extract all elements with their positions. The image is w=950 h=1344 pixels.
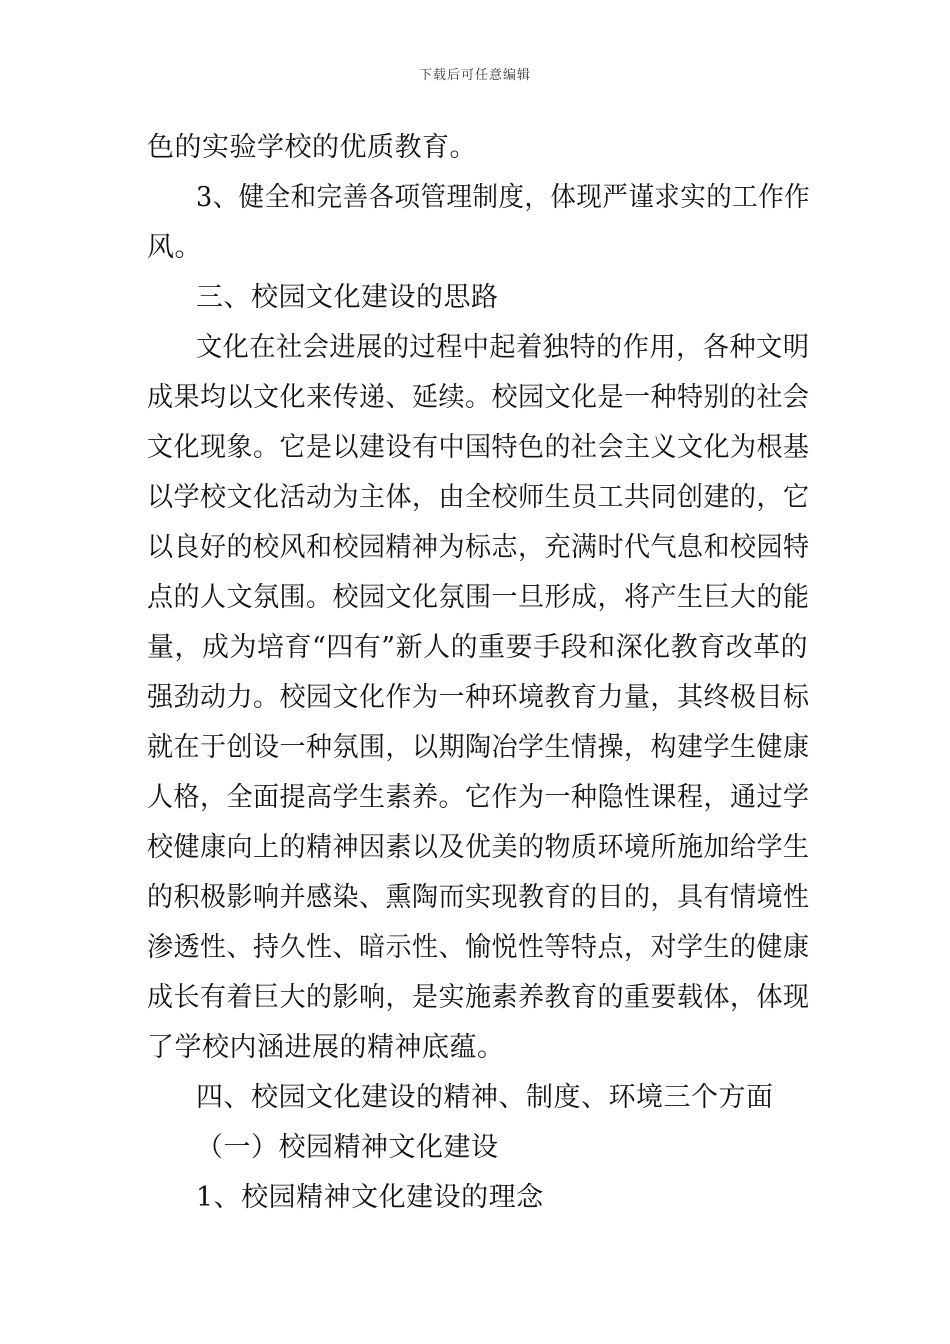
subsection-heading: （一）校园精神文化建设: [196, 1132, 499, 1163]
text-line: 以良好的校风和校园精神为标志，充满时代气息和校园特: [147, 532, 810, 563]
text-line: 3、健全和完善各项管理制度，体现严谨求实的工作作: [196, 182, 811, 213]
text-line: 风。: [147, 232, 202, 263]
text-line: 点的人文氛围。校园文化氛围一旦形成，将产生巨大的能: [147, 582, 810, 613]
text-line: 渗透性、持久性、暗示性、愉悦性等特点，对学生的健康: [147, 932, 810, 963]
text-line: 就在于创设一种氛围，以期陶冶学生情操，构建学生健康: [147, 732, 810, 763]
page-header: 下载后可任意编辑: [418, 68, 531, 83]
text-line: 量，成为培育“四有”新人的重要手段和深化教育改革的: [147, 632, 809, 663]
text-line: 以学校文化活动为主体，由全校师生员工共同创建的，它: [147, 482, 810, 513]
text-line: 成果均以文化来传递、延续。校园文化是一种特别的社会: [147, 382, 810, 413]
text-line: 成长有着巨大的影响，是实施素养教育的重要载体，体现: [147, 982, 810, 1013]
text-line: 文化在社会进展的过程中起着独特的作用，各种文明: [196, 332, 810, 363]
text-line: 文化现象。它是以建设有中国特色的社会主义文化为根基: [147, 432, 810, 463]
text-line: 的积极影响并感染、熏陶而实现教育的目的，具有情境性: [147, 882, 810, 913]
text-line: 了学校内涵进展的精神底蕴。: [147, 1032, 505, 1063]
subsection-heading: 1、校园精神文化建设的理念: [196, 1182, 544, 1213]
section-heading: 三、校园文化建设的思路: [196, 282, 499, 313]
text-line: 强劲动力。校园文化作为一种环境教育力量，其终极目标: [147, 682, 810, 713]
text-line: 人格，全面提高学生素养。它作为一种隐性课程，通过学: [147, 782, 810, 813]
text-line: 校健康向上的精神因素以及优美的物质环境所施加给学生: [147, 832, 810, 863]
text-line: 色的实验学校的优质教育。: [147, 132, 477, 163]
section-heading: 四、校园文化建设的精神、制度、环境三个方面: [196, 1082, 774, 1113]
